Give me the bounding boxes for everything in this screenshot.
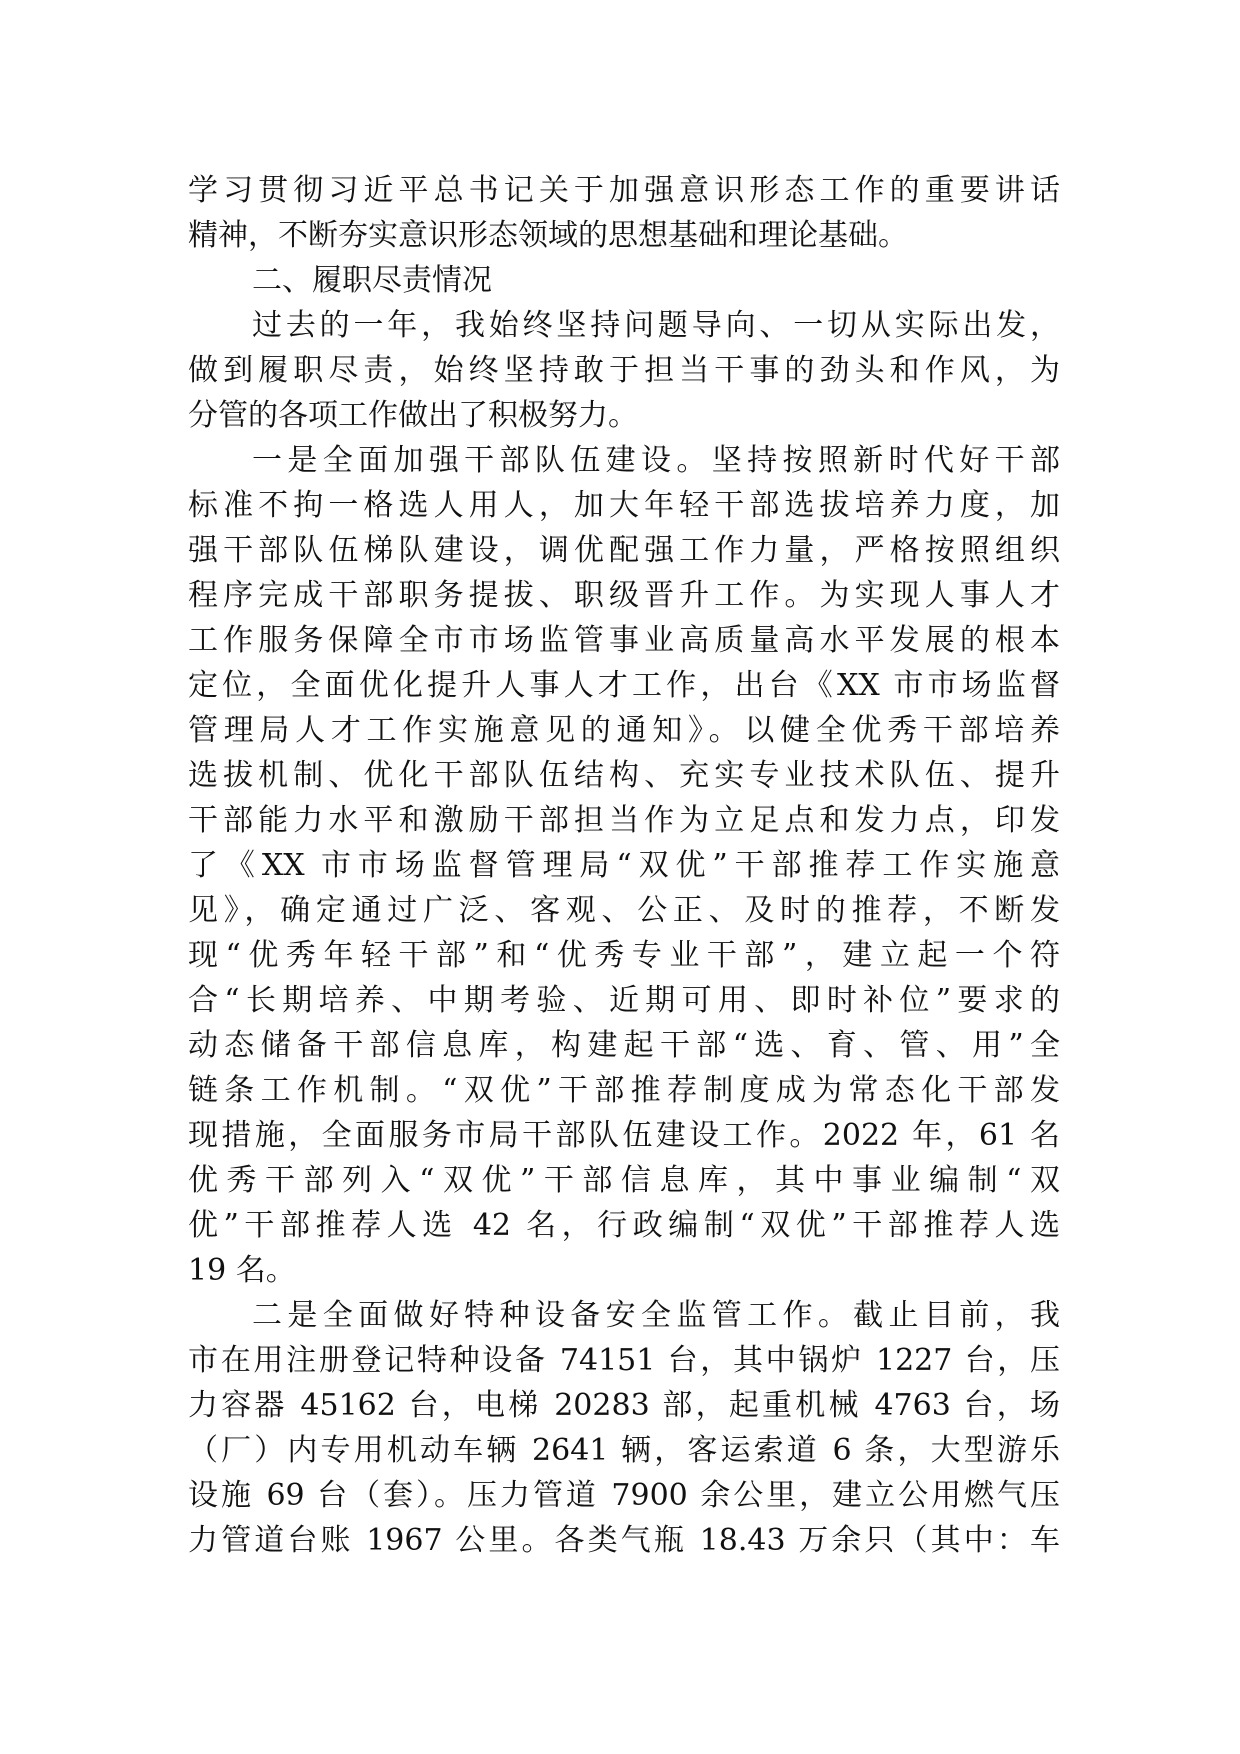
text-line: 过去的一年，我始终坚持问题导向、一切从实际出发，: [252, 308, 1060, 343]
text-line: 力容器 45162 台，电梯 20283 部，起重机械 4763 台，场: [188, 1388, 1060, 1423]
text-line: 学习贯彻习近平总书记关于加强意识形态工作的重要讲话: [188, 173, 1060, 208]
text-line: 了《XX 市市场监督管理局“双优”干部推荐工作实施意: [188, 848, 1060, 883]
body-text: [188, 168, 1060, 1563]
text-line: 一是全面加强干部队伍建设。坚持按照新时代好干部: [252, 443, 1060, 478]
text-line: 动态储备干部信息库，构建起干部“选、育、管、用”全: [188, 1028, 1060, 1063]
text-line: 优秀干部列入“双优”干部信息库，其中事业编制“双: [188, 1163, 1060, 1198]
text-line: 管理局人才工作实施意见的通知》。以健全优秀干部培养: [188, 713, 1060, 748]
text-line: 选拔机制、优化干部队伍结构、充实专业技术队伍、提升: [188, 758, 1060, 793]
text-line: 现“优秀年轻干部”和“优秀专业干部”，建立起一个符: [188, 938, 1060, 973]
paragraph-overview: [188, 303, 1060, 438]
text-line: 分管的各项工作做出了积极努力。: [188, 398, 638, 433]
paragraph-intro-continuation: [188, 168, 1060, 258]
text-line: 干部能力水平和激励干部担当作为立足点和发力点，印发: [188, 803, 1060, 838]
section-heading: 二、履职尽责情况: [252, 263, 492, 298]
text-line: 市在用注册登记特种设备 74151 台，其中锅炉 1227 台，压: [188, 1343, 1060, 1378]
text-line: 19 名。: [188, 1253, 296, 1288]
paragraph-special-equipment: [188, 1293, 1060, 1563]
text-line: 链条工作机制。“双优”干部推荐制度成为常态化干部发: [188, 1073, 1060, 1108]
text-line: 精神，不断夯实意识形态领域的思想基础和理论基础。: [188, 218, 908, 253]
text-line: 定位，全面优化提升人事人才工作，出台《XX 市市场监督: [188, 668, 1060, 703]
text-line: 现措施，全面服务市局干部队伍建设工作。2022 年，61 名: [188, 1118, 1060, 1153]
text-line: 标准不拘一格选人用人，加大年轻干部选拔培养力度，加: [188, 488, 1060, 523]
text-line: 工作服务保障全市市场监管事业高质量高水平发展的根本: [188, 623, 1060, 658]
section-heading-duty: [188, 258, 1060, 303]
paragraph-cadre-team: [188, 438, 1060, 1293]
text-line: 二是全面做好特种设备安全监管工作。截止目前，我: [252, 1298, 1060, 1333]
text-line: 优”干部推荐人选 42 名，行政编制“双优”干部推荐人选: [188, 1208, 1060, 1243]
text-line: 设施 69 台（套）。压力管道 7900 余公里，建立公用燃气压: [188, 1478, 1060, 1513]
text-line: 做到履职尽责，始终坚持敢于担当干事的劲头和作风，为: [188, 353, 1060, 388]
text-line: 程序完成干部职务提拔、职级晋升工作。为实现人事人才: [188, 578, 1060, 613]
text-line: 力管道台账 1967 公里。各类气瓶 18.43 万余只（其中：车: [188, 1523, 1060, 1558]
text-line: 见》，确定通过广泛、客观、公正、及时的推荐，不断发: [188, 893, 1060, 928]
text-line: 强干部队伍梯队建设，调优配强工作力量，严格按照组织: [188, 533, 1060, 568]
text-line: 合“长期培养、中期考验、近期可用、即时补位”要求的: [188, 983, 1060, 1018]
text-line: （厂）内专用机动车辆 2641 辆，客运索道 6 条，大型游乐: [188, 1433, 1060, 1468]
